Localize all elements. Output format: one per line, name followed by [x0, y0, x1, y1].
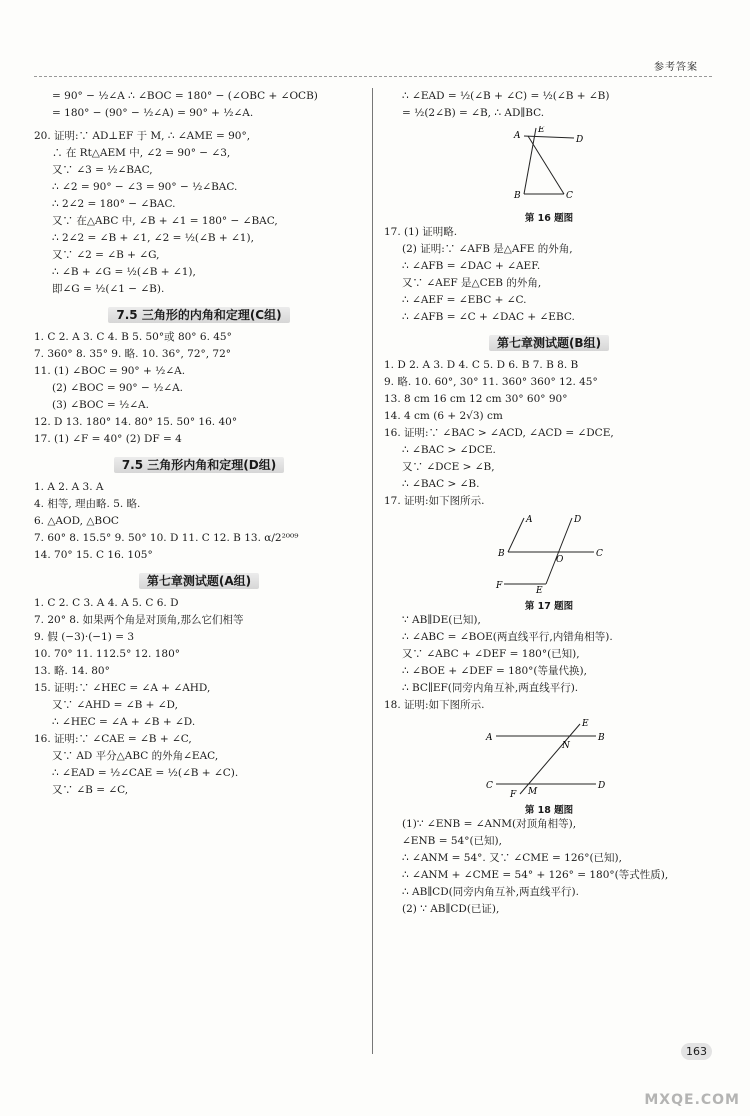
text-line: 17. (1) 证明略. — [384, 226, 458, 238]
text-line: = 90° − ½∠A ∴ ∠BOC = 180° − (∠OBC + ∠OCB) — [52, 90, 318, 102]
answer-line: 13. 8 cm 16 cm 12 cm 30° 60° 90° — [384, 393, 568, 405]
section-title: 7.5 三角形内角和定理(D组) — [34, 456, 364, 473]
text-line: ∵ AB∥DE(已知), — [402, 614, 481, 626]
answer-line: ∴ ∠EAD = ½∠CAE = ½(∠B + ∠C). — [52, 767, 239, 779]
answer-line: ∴ ∠HEC = ∠A + ∠B + ∠D. — [52, 716, 196, 728]
answer-line: 7. 360° 8. 35° 9. 略. 10. 36°, 72°, 72° — [34, 348, 232, 360]
answer-line: 4. 相等, 理由略. 5. 略. — [34, 498, 141, 510]
text-line: ∴ ∠AFB = ∠C + ∠DAC + ∠EBC. — [402, 311, 575, 323]
text-line: ∠ENB = 54°(已知), — [402, 835, 502, 847]
fig16-label: B — [514, 191, 521, 201]
answer-line: ∴ ∠BAC > ∠DCE. — [402, 444, 496, 456]
fig17-label: E — [536, 586, 543, 594]
right-column — [384, 88, 714, 918]
fig18-label: B — [598, 733, 605, 743]
section-title: 7.5 三角形的内角和定理(C组) — [34, 306, 364, 323]
fig18-label: C — [486, 781, 493, 791]
text-line: 又∵ ∠AEF 是△CEB 的外角, — [402, 277, 542, 289]
text-line: ∴ AB∥CD(同旁内角互补,两直线平行). — [402, 886, 579, 898]
fig16-label: D — [576, 135, 584, 145]
answer-line: 15. 证明:∵ ∠HEC = ∠A + ∠AHD, — [34, 682, 211, 694]
text-line: 18. 证明:如下图所示. — [384, 699, 485, 711]
text-line: 又∵ ∠2 = ∠B + ∠G, — [52, 249, 160, 261]
answer-line: 14. 70° 15. C 16. 105° — [34, 549, 153, 561]
answer-line: ∴ ∠BAC > ∠B. — [402, 478, 480, 490]
fig17-label: D — [574, 515, 582, 525]
figure-17 — [494, 514, 604, 594]
answer-line: 10. 70° 11. 112.5° 12. 180° — [34, 648, 180, 660]
figure-17-drawing — [494, 514, 604, 594]
figure-16 — [504, 126, 594, 206]
fig18-label: F — [510, 790, 517, 798]
fig18-label: E — [582, 719, 589, 729]
text-line: ∴ ∠BOE + ∠DEF = 180°(等量代换), — [402, 665, 587, 677]
header-title: 参考答案 — [654, 62, 698, 73]
answer-line: 16. 证明:∵ ∠CAE = ∠B + ∠C, — [34, 733, 192, 745]
fig17-label: B — [498, 549, 505, 559]
answer-line: (3) ∠BOC = ½∠A. — [52, 399, 149, 411]
answer-line: 17. (1) ∠F = 40° (2) DF = 4 — [34, 433, 182, 445]
text-line: 又∵ 在△ABC 中, ∠B + ∠1 = 180° − ∠BAC, — [52, 215, 278, 227]
text-line: ∴ ∠EAD = ½(∠B + ∠C) = ½(∠B + ∠B) — [402, 90, 610, 102]
fig17-label: C — [596, 549, 603, 559]
page-number: 163 — [681, 1043, 712, 1060]
section-title: 第七章测试题(A组) — [34, 572, 364, 589]
text-line: ∴ ∠AEF = ∠EBC + ∠C. — [402, 294, 527, 306]
answer-line: 14. 4 cm (6 + 2√3) cm — [384, 410, 503, 422]
text-line: 又∵ ∠3 = ½∠BAC, — [52, 164, 153, 176]
answer-line: 1. D 2. A 3. D 4. C 5. D 6. B 7. B 8. B — [384, 359, 579, 371]
fig16-label: A — [514, 131, 521, 141]
text-line: (2) ∵ AB∥CD(已证), — [402, 903, 500, 915]
column-divider — [372, 88, 373, 1054]
answer-line: 又∵ ∠DCE > ∠B, — [402, 461, 495, 473]
answer-line: 6. △AOD, △BOC — [34, 515, 119, 527]
text-line: ∴ ∠ABC = ∠BOE(两直线平行,内错角相等). — [402, 631, 613, 643]
figure-16-drawing — [504, 126, 594, 206]
answer-line: (2) ∠BOC = 90° − ½∠A. — [52, 382, 184, 394]
fig18-label: A — [486, 733, 493, 743]
answer-line: 7. 20° 8. 如果两个角是对顶角,那么它们相等 — [34, 614, 244, 626]
header-rule — [34, 76, 712, 77]
text-line: (1)∵ ∠ENB = ∠ANM(对顶角相等), — [402, 818, 577, 830]
answer-line: 13. 略. 14. 80° — [34, 665, 110, 677]
answer-line: 7. 60° 8. 15.5° 9. 50° 10. D 11. C 12. B 13. α/2²⁰⁰⁹ — [34, 532, 299, 544]
text-line: = ½(2∠B) = ∠B, ∴ AD∥BC. — [402, 107, 545, 119]
text-line: ∴ ∠ANM = 54°. 又∵ ∠CME = 126°(已知), — [402, 852, 622, 864]
figure-caption: 第 17 题图 — [524, 601, 574, 612]
text-line: (2) 证明:∵ ∠AFB 是△AFE 的外角, — [402, 243, 573, 255]
fig16-label: E — [538, 126, 545, 135]
fig18-label: D — [598, 781, 606, 791]
figure-18 — [484, 718, 614, 798]
fig17-label: F — [496, 581, 503, 591]
text-line: 20. 证明:∵ AD⊥EF 于 M, ∴ ∠AME = 90°, — [34, 130, 251, 142]
text-line: ∴ ∠B + ∠G = ½(∠B + ∠1), — [52, 266, 196, 278]
text-line: ∴ 2∠2 = ∠B + ∠1, ∠2 = ½(∠B + ∠1), — [52, 232, 254, 244]
answer-line: 17. 证明:如下图所示. — [384, 495, 485, 507]
fig16-label: C — [566, 191, 573, 201]
text-line: ∴ 在 Rt△AEM 中, ∠2 = 90° − ∠3, — [52, 147, 231, 159]
fig18-label: N — [562, 741, 570, 751]
answer-line: 12. D 13. 180° 14. 80° 15. 50° 16. 40° — [34, 416, 238, 428]
fig18-label: M — [528, 787, 538, 797]
answer-line: 又∵ AD 平分△ABC 的外角∠EAC, — [52, 750, 219, 762]
answer-line: 9. 假 (−3)·(−1) = 3 — [34, 631, 135, 643]
fig17-label: A — [526, 515, 533, 525]
text-line: 又∵ ∠ABC + ∠DEF = 180°(已知), — [402, 648, 580, 660]
figure-caption: 第 16 题图 — [524, 213, 574, 224]
fig17-label: O — [556, 555, 564, 565]
watermark: MXQE.COM — [644, 1092, 740, 1108]
text-line: 即∠G = ½(∠1 − ∠B). — [52, 283, 165, 295]
text-line: ∴ BC∥EF(同旁内角互补,两直线平行). — [402, 682, 579, 694]
text-line: ∴ 2∠2 = 180° − ∠BAC. — [52, 198, 176, 210]
answer-line: 11. (1) ∠BOC = 90° + ½∠A. — [34, 365, 186, 377]
answer-line: 1. C 2. A 3. C 4. B 5. 50°或 80° 6. 45° — [34, 331, 232, 343]
answer-line: 又∵ ∠B = ∠C, — [52, 784, 129, 796]
section-title: 第七章测试题(B组) — [384, 334, 714, 351]
text-line: ∴ ∠AFB = ∠DAC + ∠AEF. — [402, 260, 541, 272]
answer-line: 9. 略. 10. 60°, 30° 11. 360° 360° 12. 45° — [384, 376, 598, 388]
figure-18-drawing — [484, 718, 614, 798]
answer-line: 又∵ ∠AHD = ∠B + ∠D, — [52, 699, 178, 711]
answer-line: 1. A 2. A 3. A — [34, 481, 104, 493]
figure-caption: 第 18 题图 — [524, 805, 574, 816]
left-column — [34, 88, 364, 799]
text-line: = 180° − (90° − ½∠A) = 90° + ½∠A. — [52, 107, 254, 119]
text-line: ∴ ∠ANM + ∠CME = 54° + 126° = 180°(等式性质), — [402, 869, 669, 881]
answer-line: 1. C 2. C 3. A 4. A 5. C 6. D — [34, 597, 179, 609]
answer-line: 16. 证明:∵ ∠BAC > ∠ACD, ∠ACD = ∠DCE, — [384, 427, 614, 439]
text-line: ∴ ∠2 = 90° − ∠3 = 90° − ½∠BAC. — [52, 181, 238, 193]
